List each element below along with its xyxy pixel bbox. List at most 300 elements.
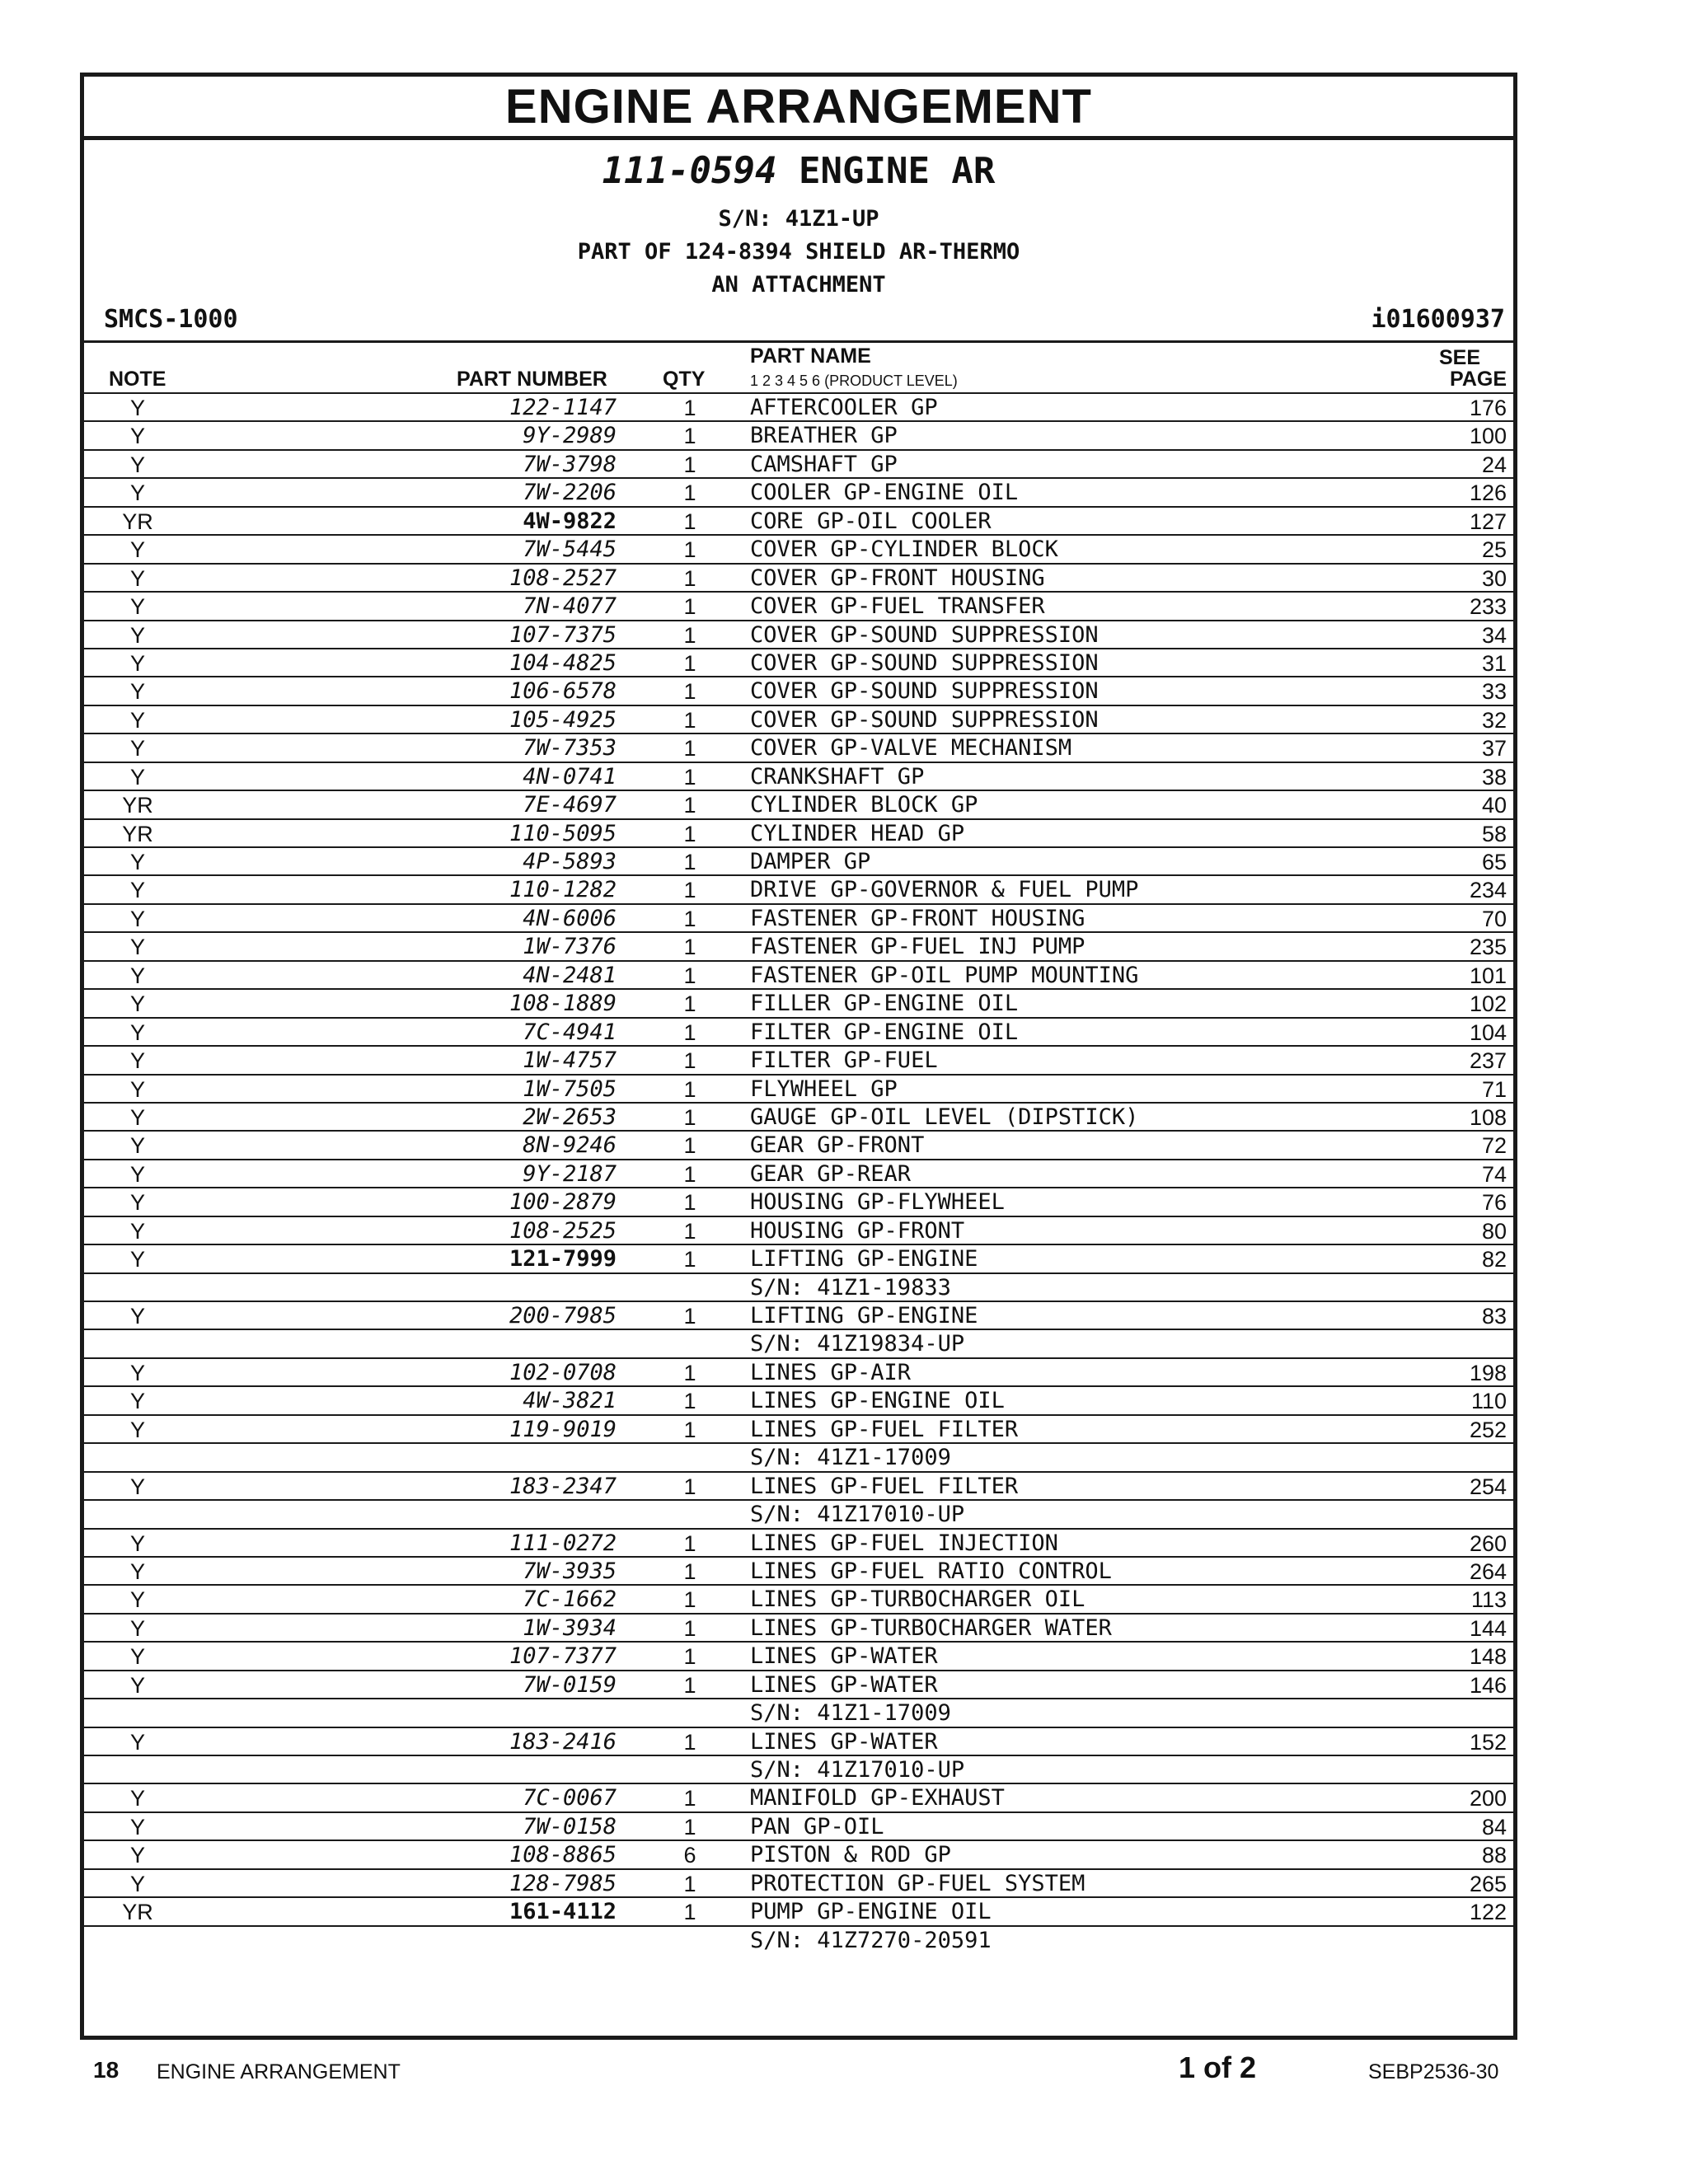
table-row — [84, 1387, 1513, 1415]
qty-cell: 1 — [683, 850, 696, 874]
see-page-cell: 113 — [1470, 1587, 1507, 1613]
part-name-cell: LINES GP-ENGINE OIL — [750, 1388, 1005, 1414]
qty-cell: 1 — [683, 424, 696, 449]
see-page-cell: 234 — [1469, 878, 1507, 903]
qty-cell: 1 — [683, 1417, 696, 1442]
qty-cell: 1 — [683, 396, 696, 420]
note-cell: Y — [129, 991, 145, 1017]
part-name-cell: FILLER GP-ENGINE OIL — [750, 991, 1019, 1017]
group-part-name: ENGINE AR — [776, 150, 996, 192]
qty-cell: 1 — [683, 963, 696, 988]
part-number-cell: 200-7985 — [509, 1303, 617, 1329]
part-number-cell: 106-6578 — [509, 678, 617, 705]
table-row — [84, 1870, 1513, 1898]
qty-cell: 1 — [683, 1389, 696, 1414]
see-page-cell: 74 — [1481, 1161, 1507, 1187]
note-cell: Y — [129, 622, 145, 648]
part-number-cell: 111-0272 — [509, 1530, 617, 1556]
part-name-cell: LINES GP-WATER — [750, 1643, 938, 1670]
see-page-cell: 176 — [1469, 396, 1507, 420]
note-cell: Y — [129, 1247, 145, 1272]
see-page-cell: 33 — [1481, 679, 1507, 705]
table-row — [84, 990, 1513, 1018]
table-row — [84, 1160, 1513, 1188]
table-row — [84, 1615, 1513, 1643]
col-product-levels: 1 2 3 4 5 6 (PRODUCT LEVEL) — [750, 373, 958, 389]
group-title — [84, 150, 1513, 192]
part-number-cell: 161-4112 — [509, 1899, 617, 1925]
note-cell: Y — [129, 1587, 145, 1613]
table-row — [84, 1699, 1513, 1727]
part-name-cell: S/N: 41Z17010-UP — [750, 1502, 965, 1528]
note-cell: Y — [129, 878, 145, 903]
table-row — [84, 1586, 1513, 1614]
part-number-cell: 7W-7353 — [523, 735, 617, 762]
see-page-cell: 32 — [1481, 707, 1507, 733]
note-cell: YR — [122, 793, 153, 818]
note-cell: Y — [129, 1304, 145, 1329]
qty-cell: 1 — [683, 793, 696, 818]
part-number-cell: 122-1147 — [509, 395, 617, 420]
part-number-cell: 102-0708 — [509, 1359, 617, 1385]
table-row — [84, 1076, 1513, 1104]
part-name-cell: GEAR GP-FRONT — [750, 1132, 925, 1159]
table-row — [84, 394, 1513, 422]
qty-cell: 1 — [683, 1644, 696, 1670]
qty-cell: 1 — [683, 1587, 696, 1613]
note-cell: Y — [129, 850, 145, 874]
part-name-cell: LINES GP-FUEL RATIO CONTROL — [750, 1558, 1112, 1584]
qty-cell: 1 — [683, 1530, 696, 1556]
part-name-cell: COVER GP-VALVE MECHANISM — [750, 735, 1072, 762]
table-row — [84, 1501, 1513, 1529]
see-page-cell: 108 — [1469, 1104, 1507, 1130]
note-cell: Y — [129, 1558, 145, 1584]
see-page-cell: 254 — [1469, 1474, 1507, 1499]
part-name-cell: DAMPER GP — [750, 849, 871, 874]
part-number-cell: 7W-0159 — [523, 1671, 617, 1698]
part-name-cell: FASTENER GP-FRONT HOUSING — [750, 905, 1085, 931]
part-name-cell: FLYWHEEL GP — [750, 1076, 898, 1102]
part-number-cell: 4N-6006 — [523, 905, 617, 931]
qty-cell: 1 — [683, 480, 696, 506]
see-page-cell: 76 — [1481, 1190, 1507, 1216]
part-name-cell: LINES GP-FUEL FILTER — [750, 1473, 1019, 1499]
part-name-cell: MANIFOLD GP-EXHAUST — [750, 1785, 1005, 1811]
qty-cell: 1 — [683, 707, 696, 733]
note-cell: Y — [129, 1076, 145, 1102]
see-page-cell: 34 — [1481, 622, 1507, 648]
part-number-cell: 4W-9822 — [523, 508, 617, 534]
table-row — [84, 1047, 1513, 1075]
qty-cell: 1 — [683, 622, 696, 648]
part-name-cell: COVER GP-SOUND SUPPRESSION — [750, 706, 1099, 733]
part-number-cell: 128-7985 — [509, 1870, 617, 1896]
see-page-cell: 40 — [1481, 793, 1507, 818]
part-number-cell: 104-4825 — [509, 649, 617, 676]
table-row — [84, 1728, 1513, 1756]
table-row — [84, 1813, 1513, 1841]
see-page-cell: 24 — [1481, 452, 1507, 477]
note-cell: Y — [129, 1048, 145, 1074]
part-number-cell: 1W-4757 — [523, 1047, 617, 1074]
table-row — [84, 876, 1513, 904]
qty-cell: 1 — [683, 1814, 696, 1840]
part-name-cell: S/N: 41Z1-17009 — [750, 1700, 951, 1727]
part-number-cell: 183-2416 — [509, 1728, 617, 1755]
see-page-cell: 144 — [1469, 1615, 1507, 1641]
qty-cell: 1 — [683, 1615, 696, 1641]
part-name-cell: CYLINDER HEAD GP — [750, 820, 965, 846]
see-page-cell: 101 — [1469, 963, 1507, 988]
table-row — [84, 706, 1513, 734]
qty-cell: 1 — [683, 1218, 696, 1244]
note-cell: Y — [129, 1530, 145, 1556]
part-name-cell: PUMP GP-ENGINE OIL — [750, 1899, 992, 1925]
note-cell: Y — [129, 480, 145, 506]
part-number-cell: 1W-3934 — [523, 1615, 617, 1641]
qty-cell: 1 — [683, 1104, 696, 1130]
col-qty: QTY — [663, 368, 706, 391]
table-row — [84, 649, 1513, 677]
part-name-cell: LINES GP-TURBOCHARGER WATER — [750, 1615, 1112, 1641]
part-number-cell: 108-1889 — [509, 991, 617, 1017]
see-page-cell: 100 — [1469, 424, 1507, 449]
qty-cell: 1 — [683, 1019, 696, 1045]
qty-cell: 1 — [683, 736, 696, 762]
note-cell: Y — [129, 1104, 145, 1130]
table-row — [84, 1756, 1513, 1784]
see-page-cell: 146 — [1469, 1672, 1507, 1698]
table-row — [84, 1330, 1513, 1358]
table-row — [84, 1274, 1513, 1302]
qty-cell: 1 — [683, 1474, 696, 1499]
note-cell: Y — [129, 396, 145, 420]
group-attachment: AN ATTACHMENT — [711, 272, 886, 298]
part-number-cell: 9Y-2187 — [523, 1160, 617, 1187]
table-row — [84, 1188, 1513, 1216]
page-footer — [0, 2050, 1688, 2092]
see-page-cell: 198 — [1469, 1360, 1507, 1385]
part-name-cell: HOUSING GP-FLYWHEEL — [750, 1189, 1005, 1216]
table-row — [84, 1530, 1513, 1558]
part-name-cell: COVER GP-CYLINDER BLOCK — [750, 537, 1058, 563]
note-cell: Y — [129, 935, 145, 960]
table-row — [84, 791, 1513, 819]
part-name-cell: FILTER GP-ENGINE OIL — [750, 1019, 1019, 1045]
part-number-cell: 7W-0158 — [523, 1813, 617, 1840]
see-page-cell: 126 — [1469, 480, 1507, 506]
part-number-cell: 121-7999 — [509, 1246, 617, 1272]
table-row — [84, 1927, 1513, 1955]
table-row — [84, 933, 1513, 961]
see-page-cell: 102 — [1469, 991, 1507, 1017]
table-row — [84, 536, 1513, 564]
qty-cell: 1 — [683, 1247, 696, 1272]
footer-section: ENGINE ARRANGEMENT — [157, 2060, 401, 2083]
table-row — [84, 1784, 1513, 1812]
qty-cell: 1 — [683, 1304, 696, 1329]
table-row — [84, 1416, 1513, 1444]
part-name-cell: COVER GP-FRONT HOUSING — [750, 565, 1045, 591]
note-cell: Y — [129, 1133, 145, 1159]
part-number-cell: 108-8865 — [509, 1842, 617, 1868]
part-number-cell: 4P-5893 — [523, 849, 617, 874]
part-name-cell: HOUSING GP-FRONT — [750, 1217, 965, 1244]
qty-cell: 1 — [683, 1900, 696, 1925]
table-row — [84, 451, 1513, 479]
qty-cell: 1 — [683, 1133, 696, 1159]
part-number-cell: 9Y-2989 — [523, 423, 617, 449]
see-page-cell: 265 — [1469, 1871, 1507, 1896]
part-name-cell: DRIVE GP-GOVERNOR & FUEL PUMP — [750, 877, 1139, 903]
table-row — [84, 1444, 1513, 1472]
part-number-cell: 119-9019 — [509, 1416, 617, 1442]
part-name-cell: GEAR GP-REAR — [750, 1160, 912, 1187]
part-number-cell: 4W-3821 — [523, 1388, 617, 1414]
part-name-cell: LINES GP-FUEL FILTER — [750, 1416, 1019, 1442]
see-page-cell: 31 — [1481, 650, 1507, 676]
note-cell: Y — [129, 1786, 145, 1811]
part-number-cell: 183-2347 — [509, 1473, 617, 1499]
see-page-cell: 80 — [1481, 1218, 1507, 1244]
table-row — [84, 1104, 1513, 1132]
qty-cell: 1 — [683, 650, 696, 676]
part-number-cell: 7W-3798 — [523, 451, 617, 477]
part-number-cell: 7N-4077 — [523, 593, 617, 620]
footer-page-number: 18 — [93, 2057, 120, 2083]
note-cell: Y — [129, 1644, 145, 1670]
note-cell: Y — [129, 906, 145, 931]
see-page-cell: 127 — [1469, 509, 1507, 534]
see-page-cell: 122 — [1469, 1900, 1507, 1925]
note-cell: YR — [122, 509, 153, 534]
footer-page-of: 1 of 2 — [1179, 2050, 1257, 2084]
part-name-cell: LINES GP-WATER — [750, 1728, 938, 1755]
qty-cell: 1 — [683, 821, 696, 846]
note-cell: Y — [129, 1871, 145, 1896]
part-name-cell: S/N: 41Z19834-UP — [750, 1331, 965, 1357]
see-page-cell: 252 — [1469, 1417, 1507, 1442]
note-cell: Y — [129, 1360, 145, 1385]
note-cell: Y — [129, 764, 145, 790]
part-number-cell: 110-1282 — [509, 877, 617, 903]
part-name-cell: AFTERCOOLER GP — [750, 395, 938, 420]
note-cell: Y — [129, 679, 145, 705]
note-cell: Y — [129, 1389, 145, 1414]
see-page-cell: 38 — [1481, 764, 1507, 790]
see-page-cell: 233 — [1469, 594, 1507, 620]
table-row — [84, 1898, 1513, 1926]
smcs-code: SMCS-1000 — [104, 305, 238, 334]
see-page-cell: 110 — [1470, 1389, 1507, 1414]
part-number-cell: 107-7377 — [509, 1643, 617, 1670]
table-row — [84, 905, 1513, 933]
see-page-cell: 148 — [1469, 1644, 1507, 1670]
part-name-cell: PAN GP-OIL — [750, 1813, 884, 1840]
part-number-cell: 108-2527 — [509, 565, 617, 591]
table-row — [84, 593, 1513, 621]
part-name-cell: S/N: 41Z17010-UP — [750, 1757, 965, 1783]
part-number-cell: 7C-1662 — [523, 1586, 617, 1613]
part-number-cell: 2W-2653 — [523, 1104, 617, 1130]
group-part-of: PART OF 124-8394 SHIELD AR-THERMO — [577, 239, 1020, 265]
part-number-cell: 7W-3935 — [523, 1558, 617, 1584]
part-number-cell: 7C-4941 — [523, 1019, 617, 1045]
see-page-cell: 71 — [1481, 1076, 1507, 1102]
see-page-cell: 200 — [1469, 1786, 1507, 1811]
see-page-cell: 264 — [1469, 1558, 1507, 1584]
part-name-cell: PROTECTION GP-FUEL SYSTEM — [750, 1870, 1085, 1896]
table-row — [84, 763, 1513, 791]
see-page-cell: 104 — [1469, 1019, 1507, 1045]
col-page: PAGE — [1450, 368, 1507, 391]
part-number-cell: 7C-0067 — [523, 1785, 617, 1811]
see-page-cell: 83 — [1481, 1304, 1507, 1329]
part-number-cell: 4N-2481 — [523, 962, 617, 988]
see-page-cell: 237 — [1469, 1048, 1507, 1074]
table-row — [84, 1558, 1513, 1586]
part-name-cell: COVER GP-SOUND SUPPRESSION — [750, 678, 1099, 705]
qty-cell: 1 — [683, 991, 696, 1017]
note-cell: Y — [129, 1474, 145, 1499]
qty-cell: 1 — [683, 1871, 696, 1896]
table-row — [84, 422, 1513, 450]
part-name-cell: GAUGE GP-OIL LEVEL (DIPSTICK) — [750, 1104, 1139, 1130]
part-name-cell: CRANKSHAFT GP — [750, 763, 925, 790]
part-name-cell: BREATHER GP — [750, 423, 898, 449]
part-number-cell: 107-7375 — [509, 621, 617, 648]
table-row — [84, 1643, 1513, 1671]
part-name-cell: PISTON & ROD GP — [750, 1842, 951, 1868]
part-number-cell: 105-4925 — [509, 706, 617, 733]
part-name-cell: LIFTING GP-ENGINE — [750, 1246, 978, 1272]
see-page-cell: 58 — [1481, 821, 1507, 846]
note-cell: Y — [129, 1843, 145, 1868]
table-row — [84, 1019, 1513, 1047]
qty-cell: 1 — [683, 935, 696, 960]
see-page-cell: 260 — [1469, 1530, 1507, 1556]
see-page-cell: 152 — [1469, 1729, 1507, 1755]
note-cell: Y — [129, 1417, 145, 1442]
note-cell: Y — [129, 707, 145, 733]
note-cell: Y — [129, 1729, 145, 1755]
table-row — [84, 1302, 1513, 1330]
qty-cell: 1 — [683, 1161, 696, 1187]
qty-cell: 1 — [683, 1672, 696, 1698]
part-name-cell: COVER GP-SOUND SUPPRESSION — [750, 649, 1099, 676]
note-cell: Y — [129, 1019, 145, 1045]
qty-cell: 1 — [683, 878, 696, 903]
note-cell: Y — [129, 736, 145, 762]
part-name-cell: S/N: 41Z1-19833 — [750, 1274, 951, 1301]
see-page-cell: 84 — [1481, 1814, 1507, 1840]
note-cell: Y — [129, 537, 145, 563]
part-number-cell: 108-2525 — [509, 1217, 617, 1244]
qty-cell: 1 — [683, 1076, 696, 1102]
part-name-cell: CORE GP-OIL COOLER — [750, 508, 992, 534]
see-page-cell: 82 — [1481, 1247, 1507, 1272]
qty-cell: 1 — [683, 1786, 696, 1811]
qty-cell: 1 — [683, 537, 696, 563]
note-cell: Y — [129, 1190, 145, 1216]
see-page-cell: 30 — [1481, 565, 1507, 591]
parts-list-frame — [80, 73, 1517, 2040]
part-name-cell: FILTER GP-FUEL — [750, 1047, 938, 1074]
note-cell: YR — [122, 821, 153, 846]
note-cell: Y — [129, 1814, 145, 1840]
qty-cell: 1 — [683, 452, 696, 477]
qty-cell: 1 — [683, 764, 696, 790]
table-row — [84, 848, 1513, 876]
note-cell: Y — [129, 650, 145, 676]
part-name-cell: LINES GP-FUEL INJECTION — [750, 1530, 1058, 1556]
part-name-cell: CYLINDER BLOCK GP — [750, 792, 978, 818]
qty-cell: 1 — [683, 906, 696, 931]
table-row — [84, 1132, 1513, 1160]
parts-table — [84, 394, 1513, 1955]
table-row — [84, 1671, 1513, 1699]
table-row — [84, 1473, 1513, 1501]
group-header — [84, 140, 1513, 343]
part-number-cell: 7W-5445 — [523, 537, 617, 563]
table-row — [84, 479, 1513, 507]
illustration-id: i01600937 — [1371, 305, 1505, 334]
part-name-cell: S/N: 41Z1-17009 — [750, 1445, 951, 1471]
group-part-number: 111-0594 — [602, 150, 777, 192]
part-number-cell: 7E-4697 — [523, 792, 617, 818]
footer-doc-id: SEBP2536-30 — [1368, 2060, 1499, 2083]
part-number-cell: 4N-0741 — [523, 763, 617, 790]
see-page-cell: 235 — [1469, 935, 1507, 960]
qty-cell: 1 — [683, 679, 696, 705]
note-cell: Y — [129, 565, 145, 591]
note-cell: Y — [129, 1615, 145, 1641]
qty-cell: 6 — [683, 1843, 696, 1868]
table-row — [84, 677, 1513, 705]
see-page-cell: 25 — [1481, 537, 1507, 563]
group-serial: S/N: 41Z1-UP — [718, 206, 879, 232]
see-page-cell: 70 — [1481, 906, 1507, 931]
see-page-cell: 88 — [1481, 1843, 1507, 1868]
qty-cell: 1 — [683, 594, 696, 620]
part-number-cell: 1W-7376 — [523, 934, 617, 960]
part-name-cell: LINES GP-WATER — [750, 1671, 938, 1698]
table-row — [84, 508, 1513, 536]
note-cell: Y — [129, 1672, 145, 1698]
note-cell: Y — [129, 1218, 145, 1244]
part-name-cell: COOLER GP-ENGINE OIL — [750, 480, 1019, 506]
note-cell: Y — [129, 1161, 145, 1187]
table-row — [84, 1217, 1513, 1245]
table-row — [84, 1359, 1513, 1387]
table-row — [84, 1245, 1513, 1273]
note-cell: Y — [129, 594, 145, 620]
qty-cell: 1 — [683, 565, 696, 591]
part-number-cell: 100-2879 — [509, 1189, 617, 1216]
table-row — [84, 820, 1513, 848]
part-name-cell: LINES GP-AIR — [750, 1359, 912, 1385]
part-number-cell: 110-5095 — [509, 820, 617, 846]
qty-cell: 1 — [683, 509, 696, 534]
note-cell: Y — [129, 963, 145, 988]
qty-cell: 1 — [683, 1729, 696, 1755]
table-row — [84, 962, 1513, 990]
note-cell: YR — [122, 1900, 153, 1925]
part-name-cell: LIFTING GP-ENGINE — [750, 1303, 978, 1329]
qty-cell: 1 — [683, 1190, 696, 1216]
part-name-cell: FASTENER GP-FUEL INJ PUMP — [750, 934, 1085, 960]
